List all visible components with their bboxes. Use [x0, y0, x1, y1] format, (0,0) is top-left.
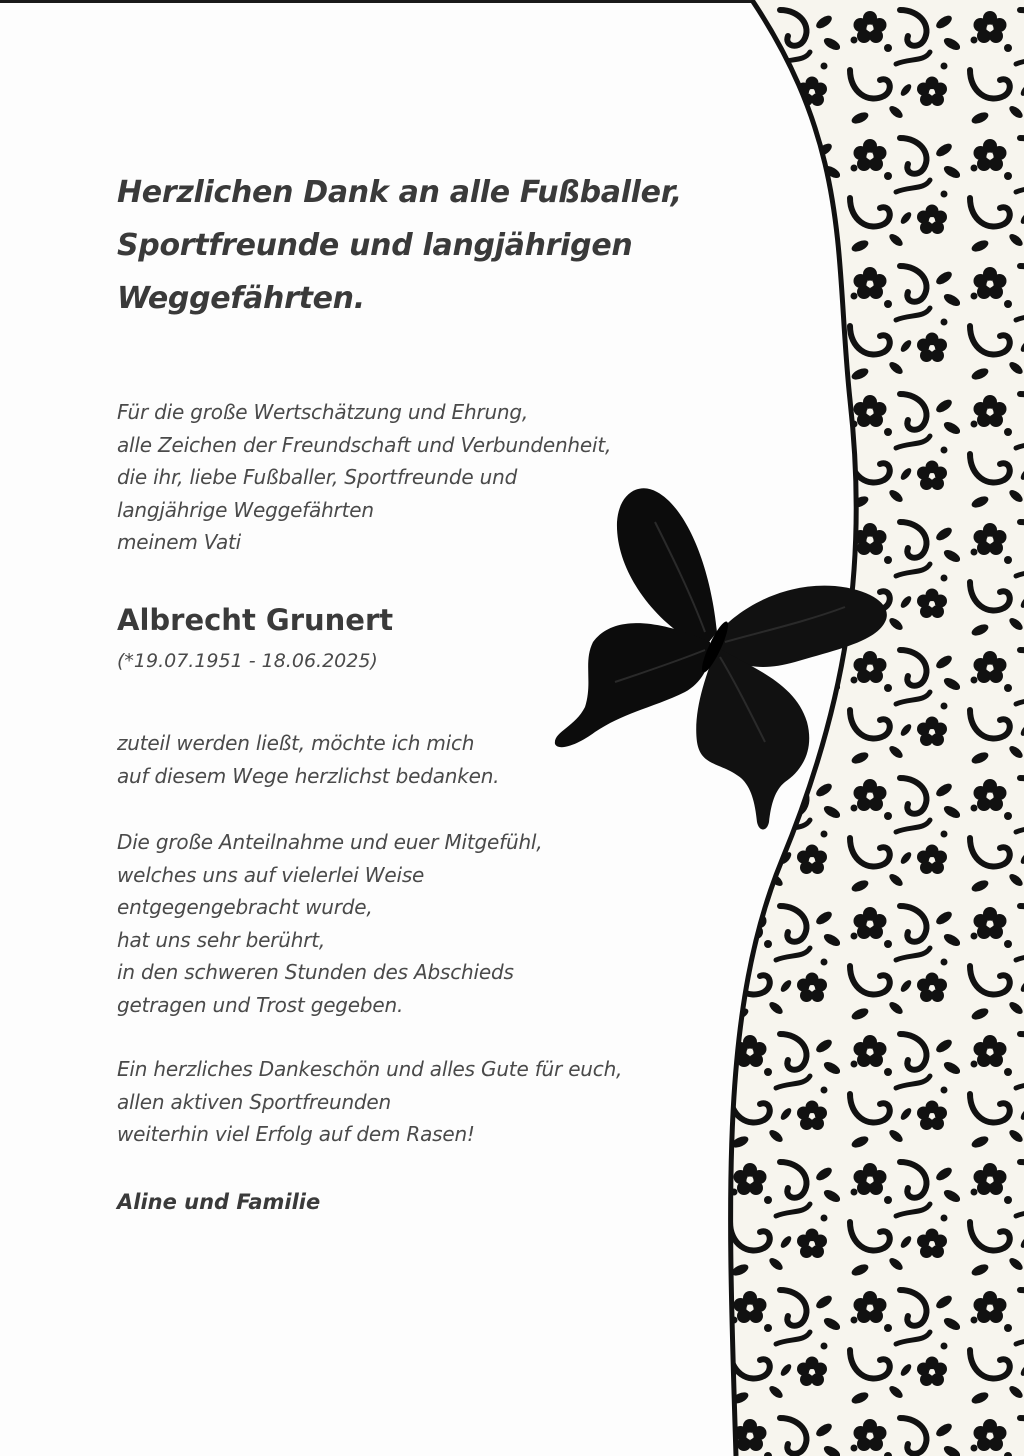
text-line: die ihr, liebe Fußballer, Sportfreunde und	[117, 465, 518, 489]
deceased-name: Albrecht Grunert	[117, 603, 394, 637]
text-line: in den schweren Stunden des Abschieds	[117, 960, 514, 984]
text-line: langjährige Weggefährten	[117, 497, 374, 522]
thanks-paragraph	[117, 727, 499, 792]
signature: Aline und Familie	[117, 1190, 321, 1214]
wishes-paragraph	[117, 1053, 622, 1151]
text-line: alle Zeichen der Freundschaft und Verbundenheit,	[117, 432, 612, 457]
text-line: zuteil werden ließt, möchte ich mich	[117, 731, 475, 755]
life-dates: (*19.07.1951 - 18.06.2025)	[117, 650, 378, 672]
text-line: entgegengebracht wurde,	[117, 895, 373, 919]
butterfly-icon	[545, 482, 895, 842]
text-line: Ein herzliches Dankeschön und alles Gute für euch,	[117, 1057, 623, 1081]
text-line: Die große Anteilnahme und euer Mitgefühl,	[117, 830, 543, 854]
text-line: auf diesem Wege herzlichst bedanken.	[117, 763, 500, 788]
text-line: getragen und Trost gegeben.	[117, 992, 404, 1017]
text-line: hat uns sehr berührt,	[117, 927, 326, 952]
text-line: welches uns auf vielerlei Weise	[117, 862, 425, 887]
intro-paragraph	[117, 396, 611, 559]
headline-line: Sportfreunde und langjährigen	[117, 228, 633, 263]
sympathy-paragraph	[117, 826, 542, 1021]
headline	[117, 166, 682, 325]
headline-line: Herzlichen Dank an alle Fußballer,	[117, 175, 682, 210]
text-line: weiterhin viel Erfolg auf dem Rasen!	[117, 1122, 475, 1146]
text-line: meinem Vati	[117, 530, 242, 554]
headline-line: Weggefährten.	[117, 281, 365, 316]
text-line: allen aktiven Sportfreunden	[117, 1089, 392, 1114]
text-line: Für die große Wertschätzung und Ehrung,	[117, 400, 529, 424]
